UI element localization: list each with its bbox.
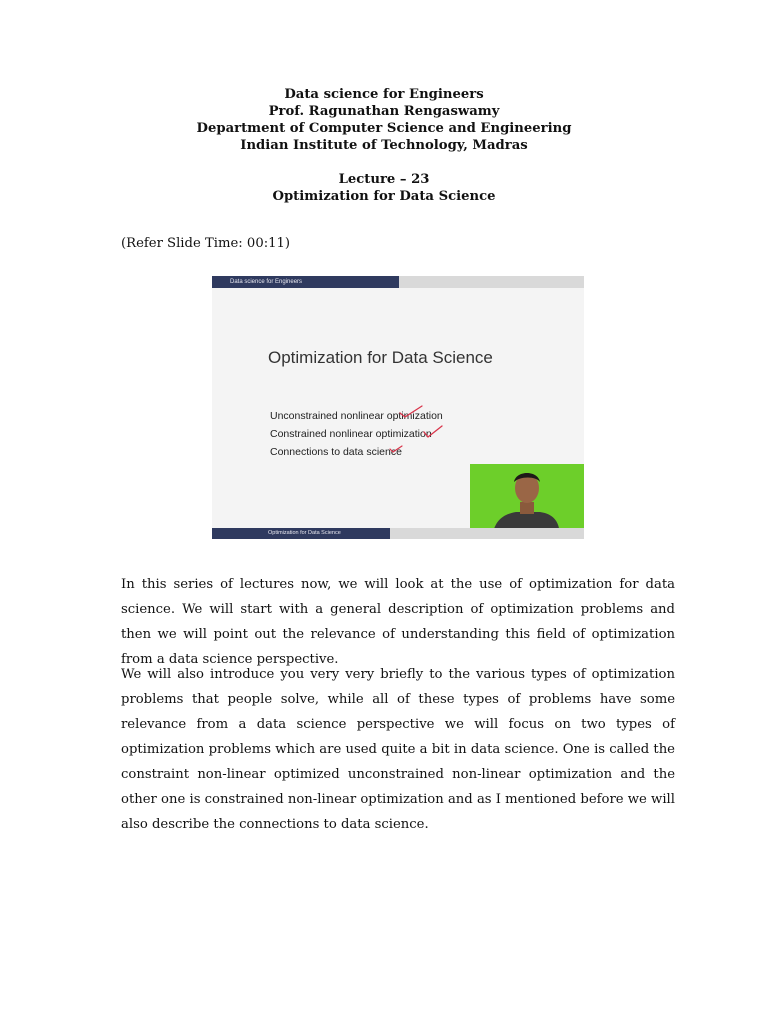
slide-item: Constrained nonlinear optimization xyxy=(270,428,432,440)
slide-top-bar xyxy=(212,276,584,288)
body-paragraph: In this series of lectures now, we will look at the use of optimization for data science. We will start with a general description of optimization problems and then we will point out the relevance of understanding this field of optimization from a data science perspective. xyxy=(121,577,675,668)
slide-image xyxy=(212,276,584,539)
lecture-title: Optimization for Data Science xyxy=(272,189,496,204)
presenter-figure xyxy=(470,464,584,538)
professor-name: Prof. Ragunathan Rengaswamy xyxy=(268,104,500,119)
lecture-number: Lecture – 23 xyxy=(338,172,430,187)
presenter-video xyxy=(470,464,584,538)
checkmark-icon xyxy=(422,424,444,440)
department-name: Department of Computer Science and Engineering xyxy=(196,121,572,136)
slide-item: Connections to data science xyxy=(270,446,402,458)
slide-title: Optimization for Data Science xyxy=(268,348,493,367)
slide-bottom-bar xyxy=(212,528,584,539)
institute-name: Indian Institute of Technology, Madras xyxy=(240,138,528,153)
body-paragraph: We will also introduce you very very briefly to the various types of optimization problems that people solve, while all of these types of problems have some relevance from a data science perspective we will focus on two types of optimization problems which are used quite a bit in data science. One is called the constraint non-linear optimized unconstrained non-linear optimization and the other one is constrained non-linear optimization and as I mentioned before we will also describe the connections to data science. xyxy=(121,667,675,833)
document-header xyxy=(0,86,768,205)
slide-bottom-label: Optimization for Data Science xyxy=(268,530,341,536)
slide-top-label: Data science for Engineers xyxy=(230,279,303,285)
checkmark-icon xyxy=(388,444,404,454)
course-title: Data science for Engineers xyxy=(284,87,484,102)
checkmark-icon xyxy=(398,404,424,420)
slide-item: Unconstrained nonlinear optimization xyxy=(270,410,443,422)
refer-slide-time: (Refer Slide Time: 00:11) xyxy=(121,236,291,251)
header-spacer xyxy=(0,154,768,171)
